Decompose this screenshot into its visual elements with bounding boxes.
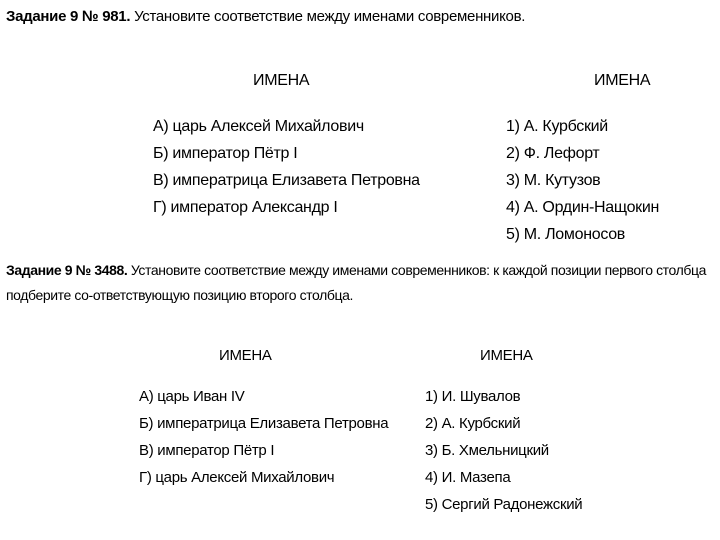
task-1-text: Установите соответствие между именами современников.	[134, 8, 526, 25]
task-2-right-item-2: 2) А. Курбский	[425, 415, 521, 432]
task-2-left-item-d: Г) царь Алексей Михайлович	[139, 469, 335, 486]
task-1-left-item-b: Б) император Пётр I	[153, 145, 298, 162]
task-1-left-item-c: В) императрица Елизавета Петровна	[153, 172, 420, 189]
task-1-right-column-title: ИМЕНА	[594, 72, 651, 89]
task-1-right-item-5: 5) М. Ломоносов	[506, 226, 626, 243]
task-2-right-item-5: 5) Сергий Радонежский	[425, 496, 583, 513]
task-2-left-column-title: ИМЕНА	[219, 347, 272, 364]
task-1-left-item-a: А) царь Алексей Михайлович	[153, 118, 364, 135]
task-1-statement	[6, 6, 714, 28]
task-2-right-item-4: 4) И. Мазепа	[425, 469, 511, 486]
task-1-right-column	[506, 113, 659, 248]
task-1-right-item-3: 3) М. Кутузов	[506, 172, 601, 189]
task-2-right-item-1: 1) И. Шувалов	[425, 388, 521, 405]
task-2-header	[6, 258, 714, 308]
task-1-left-column	[153, 113, 420, 221]
task-2-right-column-title: ИМЕНА	[480, 347, 533, 364]
task-2-statement	[6, 258, 714, 308]
task-1-header	[6, 6, 714, 28]
task-2-left-item-b: Б) императрица Елизавета Петровна	[139, 415, 389, 432]
task-2-right-item-3: 3) Б. Хмельницкий	[425, 442, 549, 459]
task-1-left-item-d: Г) император Александр I	[153, 199, 338, 216]
task-2-right-column	[425, 383, 582, 518]
task-1-left-column-title: ИМЕНА	[253, 72, 310, 89]
task-2-left-item-a: А) царь Иван IV	[139, 388, 245, 405]
task-2-left-item-c: В) император Пётр I	[139, 442, 275, 459]
task-1-right-item-2: 2) Ф. Лефорт	[506, 145, 600, 162]
task-1-label: Задание 9 № 981.	[6, 8, 131, 25]
task-2-text: Установите соответствие между именами современников: к каждой позиции первого столбца подберите со-ответствующую позицию второго столбца.	[6, 262, 706, 303]
task-1-right-item-1: 1) А. Курбский	[506, 118, 608, 135]
task-1-right-item-4: 4) А. Ордин-Нащокин	[506, 199, 660, 216]
task-2-left-column	[139, 383, 388, 491]
task-2-label: Задание 9 № 3488.	[6, 262, 128, 278]
